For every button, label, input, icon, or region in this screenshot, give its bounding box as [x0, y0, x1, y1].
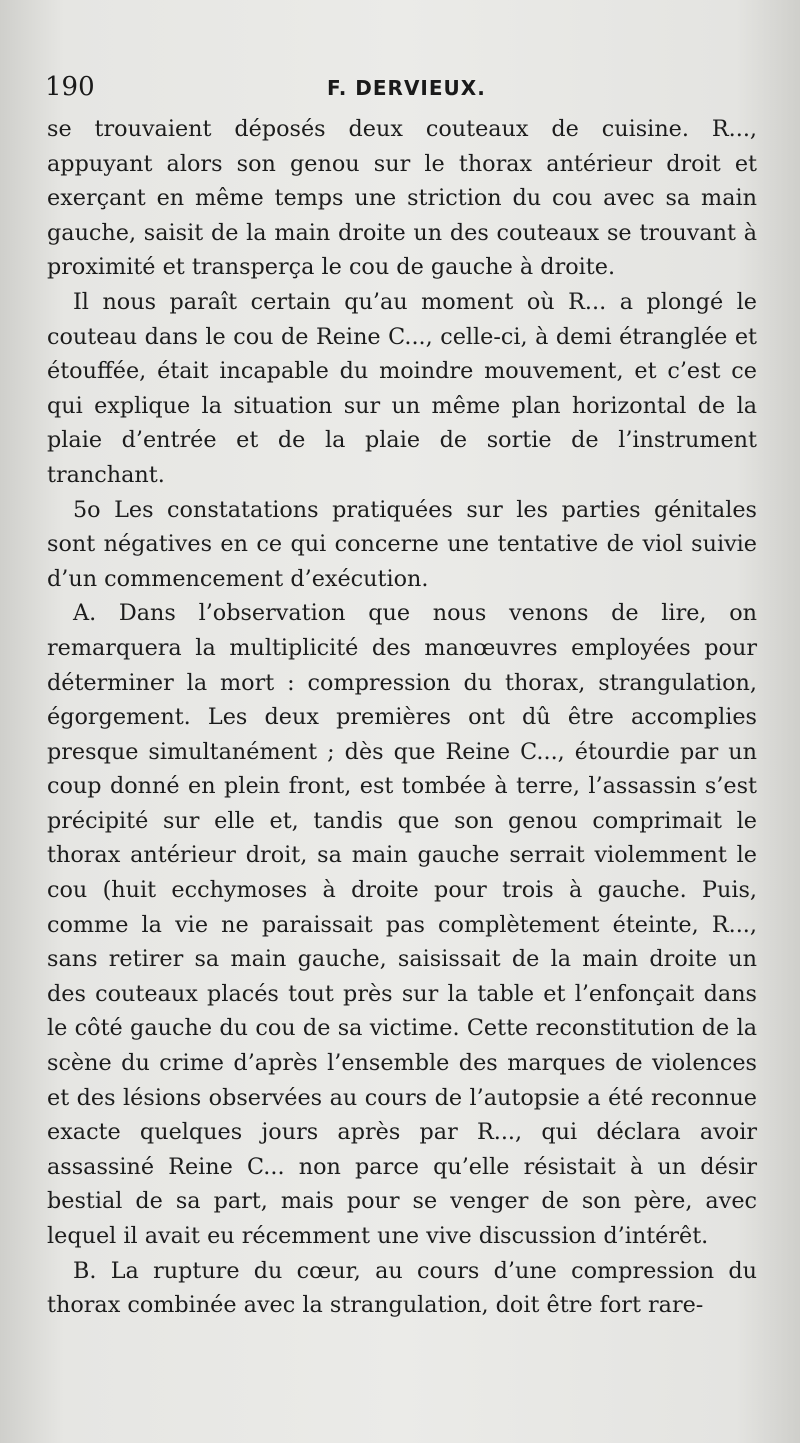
paragraph: B. La rupture du cœur, au cours d’une compression du thorax combinée avec la strangulation, doit être fort rare- — [47, 1257, 757, 1319]
running-title: F. DERVIEUX. — [327, 76, 486, 100]
paragraph-continuation: se trouvaient déposés deux couteaux de cuisine. R..., appuyant alors son genou sur le thorax antérieur droit et exerçant en même temps une striction du cou avec sa main gauche, saisit de la main droite un des couteaux se trouvant à proximité et transperça le cou de gauche à droite. — [47, 116, 757, 281]
running-head — [45, 72, 760, 112]
paragraph: 5o Les constatations pratiquées sur les parties génitales sont négatives en ce qui concerne une tentative de viol suivie d’un commencement d’exécution. — [47, 496, 757, 592]
body-text — [47, 112, 757, 1323]
page-number: 190 — [45, 72, 95, 102]
paragraph: A. Dans l’observation que nous venons de lire, on remarquera la multiplicité des manœuvres employées pour déterminer la mort : compression du thorax, strangulation, égorgement. Les deux premières ont dû être accomplies presque simultanément ; dès que Reine C..., étourdie par un coup donné en plein front, est tombée à terre, l’assassin s’est précipité sur elle et, tandis que son genou comprimait le thorax antérieur droit, sa main gauche serrait violemment le cou (huit ecchymoses à droite pour trois à gauche. Puis, comme la vie ne paraissait pas complètement éteinte, R..., sans retirer sa main gauche, saisissait de la main droite un des couteaux placés tout près sur la table et l’enfonçait dans le côté gauche du cou de sa victime. Cette reconstitution de la scène du crime d’après l’ensemble des marques de violences et des lésions observées au cours de l’autopsie a été reconnue exacte quelques jours après par R..., qui déclara avoir assassiné Reine C... non parce qu’elle résistait à un désir bestial de sa part, mais pour se venger de son père, avec lequel il avait eu récemment une vive discussion d’intérêt. — [47, 600, 757, 1249]
paragraph: Il nous paraît certain qu’au moment où R... a plongé le couteau dans le cou de Reine C..., celle-ci, à demi étranglée et étouffée, était incapable du moindre mouvement, et c’est ce qui explique la situation sur un même plan horizontal de la plaie d’entrée et de la plaie de sortie de l’instrument tranchant. — [47, 288, 757, 488]
